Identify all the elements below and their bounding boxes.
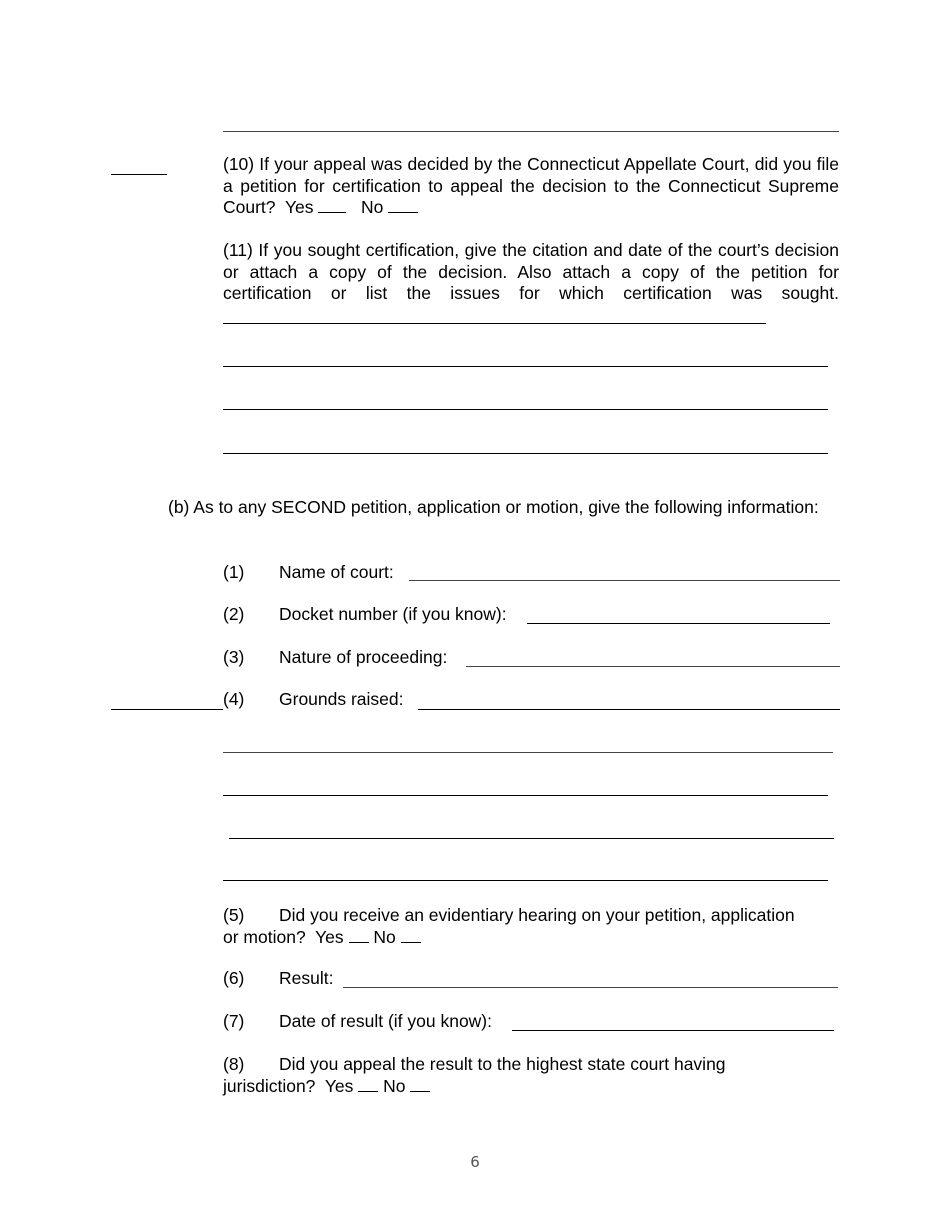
q8-yes-blank[interactable]	[358, 1076, 378, 1092]
q5-no-blank[interactable]	[401, 927, 421, 943]
item-number: (1)	[223, 562, 245, 582]
question-8	[223, 1054, 843, 1097]
question-8-text-cont: jurisdiction?	[223, 1075, 316, 1096]
item-label: Docket number (if you know):	[279, 604, 507, 624]
top-rule	[223, 131, 839, 132]
section-b-intro-text: (b) As to any SECOND petition, application or motion, give the following information:	[168, 497, 819, 517]
q10-no-blank[interactable]	[388, 197, 418, 213]
question-5-text: Did you receive an evidentiary hearing on your petition, application	[279, 905, 795, 925]
question-10	[223, 154, 839, 219]
section-b-intro	[168, 497, 839, 519]
grounds-answer-line[interactable]	[223, 752, 833, 753]
result-field[interactable]	[343, 987, 838, 988]
grounds-raised-field[interactable]	[418, 709, 840, 710]
grounds-answer-line[interactable]	[223, 795, 828, 796]
yes-label: Yes	[315, 926, 344, 947]
item-number: (5)	[223, 905, 245, 925]
item-number: (2)	[223, 604, 245, 624]
question-8-text: Did you appeal the result to the highest state court having	[279, 1054, 726, 1074]
no-label: No	[360, 197, 384, 217]
page-number: 6	[470, 1153, 480, 1171]
item-label: Grounds raised:	[279, 689, 404, 709]
question-11-text: (11) If you sought certification, give the citation and date of the court’s decision or attach a copy of the decision. Also attach a copy of the petition for certification or list the issues for which certification was sought.	[223, 240, 839, 303]
question-11	[223, 240, 839, 305]
item-number: (8)	[223, 1054, 245, 1074]
item-number: (7)	[223, 1011, 245, 1031]
item-number: (4)	[223, 689, 245, 709]
item-label: Date of result (if you know):	[279, 1011, 492, 1031]
item-label: Name of court:	[279, 562, 394, 582]
margin-answer-line-q4[interactable]	[111, 709, 223, 710]
item-label: Result:	[279, 968, 334, 988]
no-label: No	[373, 926, 396, 947]
question-5-text-cont: or motion?	[223, 926, 306, 947]
date-of-result-field[interactable]	[512, 1030, 834, 1031]
question-10-text: (10) If your appeal was decided by the Connecticut Appellate Court, did you file a petition for certification to appeal the decision to the Connecticut Supreme Court?	[223, 154, 839, 217]
margin-answer-line-q10[interactable]	[111, 174, 167, 175]
yes-label: Yes	[284, 197, 314, 217]
q8-no-blank[interactable]	[410, 1076, 430, 1092]
q11-answer-line[interactable]	[223, 323, 766, 324]
question-5	[223, 905, 843, 948]
item-number: (3)	[223, 647, 245, 667]
name-of-court-field[interactable]	[409, 580, 840, 581]
no-label: No	[383, 1075, 406, 1096]
item-grounds-raised	[223, 689, 843, 711]
item-number: (6)	[223, 968, 245, 988]
nature-of-proceeding-field[interactable]	[466, 666, 840, 667]
item-label: Nature of proceeding:	[279, 647, 448, 667]
grounds-answer-line[interactable]	[223, 880, 828, 881]
q11-answer-line[interactable]	[223, 366, 828, 367]
q10-yes-blank[interactable]	[318, 197, 346, 213]
q11-answer-line[interactable]	[223, 453, 828, 454]
q11-answer-line[interactable]	[223, 409, 828, 410]
docket-number-field[interactable]	[527, 623, 830, 624]
yes-label: Yes	[324, 1075, 354, 1096]
grounds-answer-line[interactable]	[229, 838, 834, 839]
q5-yes-blank[interactable]	[349, 927, 369, 943]
